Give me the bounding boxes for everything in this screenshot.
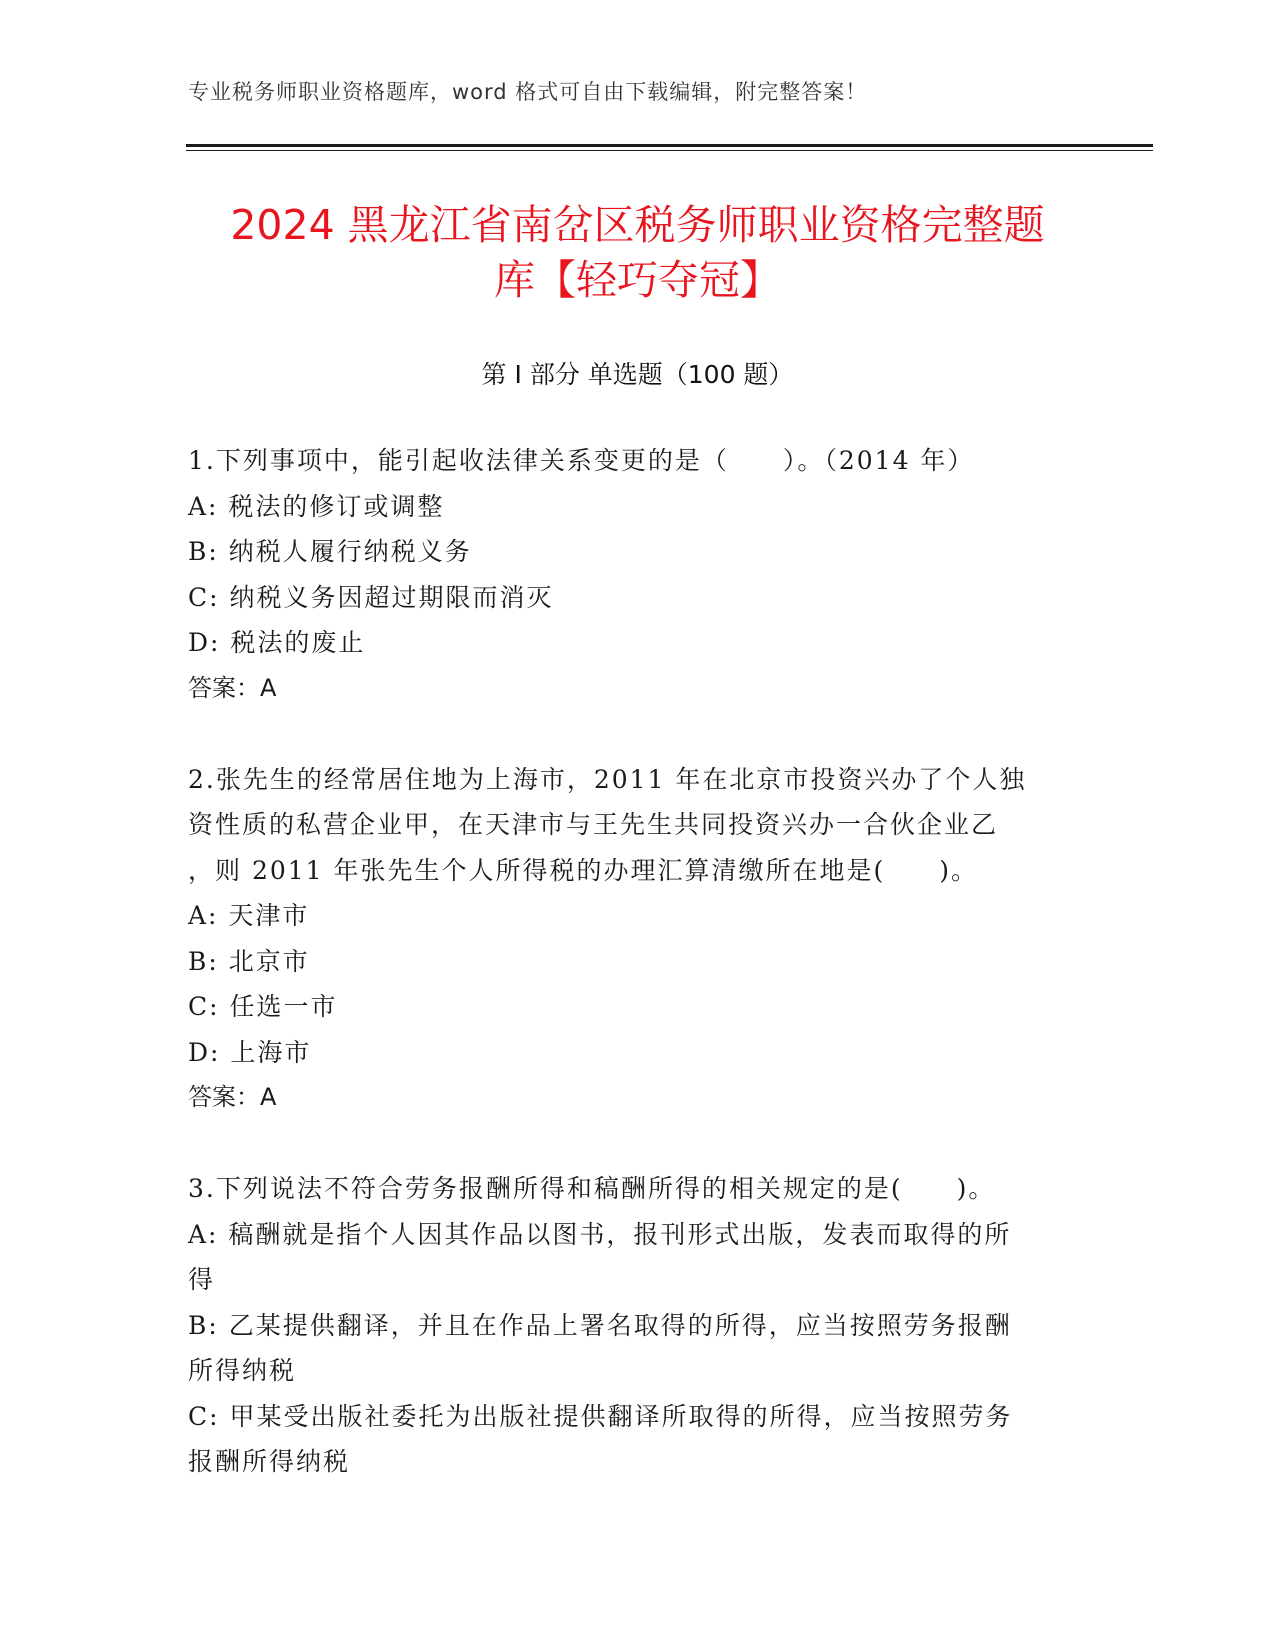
option-d: D: 上海市 (188, 1037, 312, 1067)
question-stem: ，则 2011 年张先生个人所得税的办理汇算清缴所在地是( )。 (188, 855, 979, 885)
option-b-continued: 所得纳税 (188, 1356, 297, 1385)
option-a: A: 天津市 (188, 901, 310, 930)
question-stem: 1.下列事项中，能引起收法律关系变更的是（ ）。（2014 年） (188, 446, 975, 475)
option-a: A: 稿酬就是指个人因其作品以图书，报刊形式出版，发表而取得的所 (188, 1219, 1012, 1249)
option-a: A: 税法的修订或调整 (188, 491, 445, 521)
question-stem: 3.下列说法不符合劳务报酬所得和稿酬所得的相关规定的是( )。 (188, 1174, 996, 1203)
spacer (188, 711, 1078, 757)
option-b: B: 乙某提供翻译，并且在作品上署名取得的所得，应当按照劳务报酬 (188, 1310, 1012, 1340)
option-c: C: 甲某受出版社委托为出版社提供翻译所取得的所得，应当按照劳务 (188, 1401, 1013, 1431)
question-2 (188, 757, 1078, 1121)
header-note: 专业税务师职业资格题库，word 格式可自由下载编辑，附完整答案！ (188, 80, 868, 104)
option-b: B: 纳税人履行纳税义务 (188, 537, 472, 566)
option-c-continued: 报酬所得纳税 (188, 1447, 351, 1476)
section-heading: 第 I 部分 单选题（100 题） (481, 360, 794, 389)
option-c: C: 纳税义务因超过期限而消灭 (188, 582, 554, 612)
question-1 (188, 438, 1078, 711)
header-rule-thin (186, 150, 1153, 151)
answer-line: 答案：A (188, 1083, 277, 1111)
option-c: C: 任选一市 (188, 992, 338, 1021)
question-list (188, 438, 1078, 1485)
spacer (188, 1121, 1078, 1167)
document-title (160, 198, 1115, 308)
document-title-line-1: 2024 黑龙江省南岔区税务师职业资格完整题 (230, 201, 1045, 249)
option-b: B: 北京市 (188, 946, 310, 976)
option-d: D: 税法的废止 (188, 628, 366, 657)
question-stem: 资性质的私营企业甲，在天津市与王先生共同投资兴办一合伙企业乙 (188, 810, 999, 839)
option-a-continued: 得 (188, 1265, 216, 1294)
question-stem: 2.张先生的经常居住地为上海市，2011 年在北京市投资兴办了个人独 (188, 764, 1027, 794)
header-rule-thick (186, 144, 1153, 147)
answer-line: 答案：A (188, 673, 277, 702)
document-title-line-2: 库【轻巧夺冠】 (494, 256, 781, 304)
question-3 (188, 1166, 1078, 1485)
